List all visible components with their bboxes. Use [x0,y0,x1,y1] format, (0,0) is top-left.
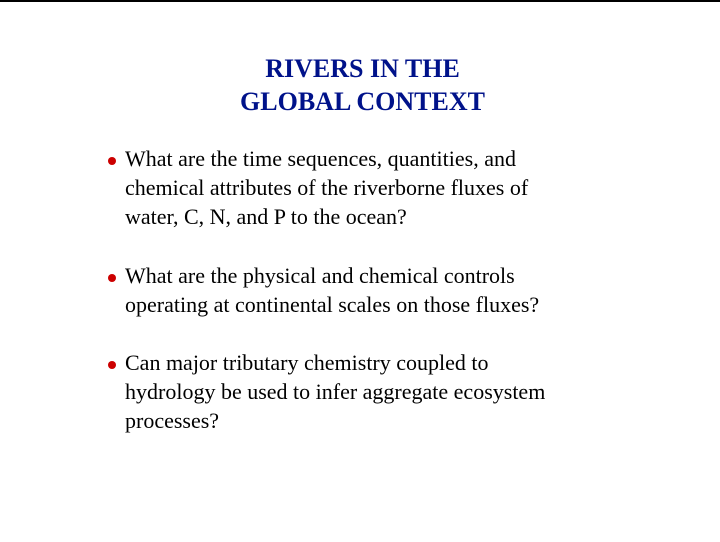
bullet-item-2 [108,261,608,319]
bullet-item-3 [108,348,608,435]
bullet-text-line: Can major tributary chemistry coupled to [125,350,489,375]
bullet-dot-icon [108,157,116,165]
bullet-dot-icon [108,361,116,369]
bullet-item-1 [108,144,608,231]
bullet-text-line: What are the physical and chemical controls [125,263,515,288]
title-line-2: GLOBAL CONTEXT [240,87,485,116]
bullet-text-line: What are the time sequences, quantities, and [125,146,516,171]
title-line-1: RIVERS IN THE [265,54,460,83]
bullet-text-line: operating at continental scales on those fluxes? [125,292,540,317]
bullet-text-line: hydrology be used to infer aggregate ecosystem [125,379,546,404]
bullet-list [0,2,720,542]
bullet-dot-icon [108,274,116,282]
bullet-text-line: chemical attributes of the riverborne fluxes of [125,175,529,200]
bullet-text-line: water, C, N, and P to the ocean? [125,204,407,229]
bullet-text-line: processes? [125,408,220,433]
